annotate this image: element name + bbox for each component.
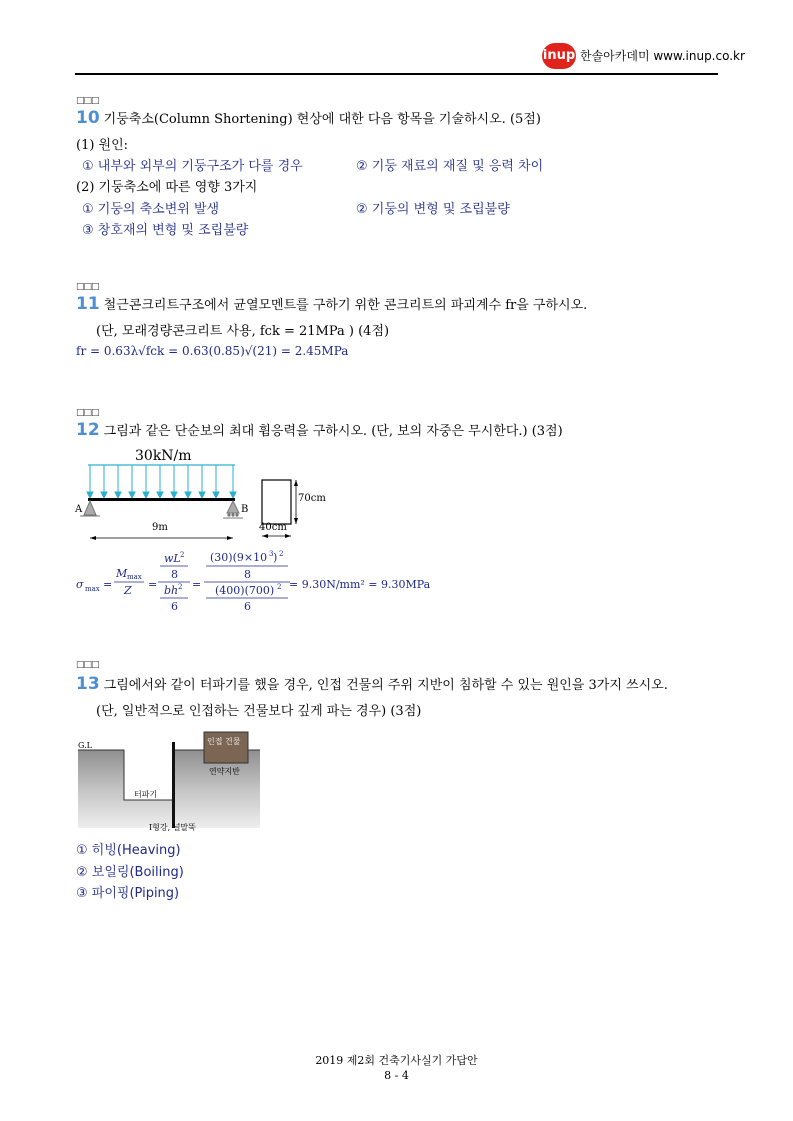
svg-text:2: 2: [178, 583, 183, 591]
svg-text:8: 8: [171, 568, 178, 581]
q13-condition: (단, 일반적으로 인접하는 건물보다 깊게 파는 경우) (3점): [96, 704, 422, 719]
q11-number: 11: [76, 294, 100, 314]
q10-checkboxes: □□□: [76, 96, 99, 106]
q11-answer: fr = 0.63λ√fck = 0.63(0.85)√(21) = 2.45MPa: [76, 344, 349, 358]
beam-diagram: [70, 440, 350, 550]
svg-text:=: =: [192, 578, 202, 591]
soft-ground-label: 연약지반: [209, 767, 240, 776]
svg-text:σ: σ: [76, 578, 84, 591]
q10-sub1-answer1: ① 내부와 외부의 기둥구조가 다를 경우: [82, 159, 303, 174]
svg-text:M: M: [116, 567, 128, 580]
q12-question-line: [76, 420, 563, 440]
svg-text:): ): [273, 551, 278, 564]
q13-answer2: ② 보일링(Boiling): [76, 865, 184, 880]
q11-question-line: [76, 294, 587, 314]
svg-text:8: 8: [244, 568, 251, 581]
sheet-pile: [172, 742, 175, 828]
q11-question: 철근콘크리트구조에서 균열모멘트를 구하기 위한 콘크리트의 파괴계수 fr을 구하시오.: [103, 298, 588, 313]
q10-question-line: [76, 108, 541, 128]
q13-answer1: ① 히빙(Heaving): [76, 843, 181, 858]
q12-formula: [74, 548, 504, 616]
q13-question: 그림에서와 같이 터파기를 했을 경우, 인접 건물의 주위 지반이 침하할 수 있는 원인을 3가지 쓰시오.: [103, 678, 668, 693]
svg-text:6: 6: [171, 600, 178, 613]
pin-support-a: [84, 501, 96, 515]
support-b-label: B: [241, 504, 249, 515]
svg-text:(30)(9×10: (30)(9×10: [210, 551, 268, 564]
q13-question-line: [76, 674, 668, 694]
svg-text:3: 3: [269, 550, 274, 558]
header-site-text: 한솔아카데미 www.inup.co.kr: [580, 49, 745, 63]
q10-sub1: (1) 원인:: [76, 138, 129, 153]
roller-support-b: [227, 501, 239, 513]
svg-text:2: 2: [277, 583, 282, 591]
svg-text:max: max: [85, 585, 100, 593]
beam-section: [262, 480, 291, 524]
q12-number: 12: [76, 420, 100, 440]
svg-text:=: =: [148, 578, 158, 591]
q10-sub2-answer3: ③ 창호재의 변형 및 조립불량: [82, 223, 249, 238]
building-label: 인접 건물: [207, 737, 241, 746]
width-label: 40cm: [259, 522, 287, 533]
q13-checkboxes: □□□: [76, 660, 99, 670]
svg-text:(400)(700): (400)(700): [215, 584, 275, 597]
q11-checkboxes: □□□: [76, 282, 99, 292]
q12-checkboxes: □□□: [76, 408, 99, 418]
q10-question: 기둥축소(Column Shortening) 현상에 대한 다음 항목을 기술하시오. (5점): [103, 112, 541, 127]
q10-number: 10: [76, 108, 100, 128]
excavation-diagram: [74, 730, 264, 834]
svg-text:2: 2: [279, 550, 284, 558]
support-a-label: A: [75, 504, 83, 515]
gl-label: G.L: [78, 741, 92, 750]
q10-sub2-answer2: ② 기둥의 변형 및 조립불량: [356, 202, 510, 217]
header-rule: [75, 73, 718, 75]
svg-text:max: max: [127, 573, 142, 581]
load-label: 30kN/m: [135, 448, 192, 464]
inup-logo: inup: [542, 43, 576, 69]
svg-text:Z: Z: [124, 584, 132, 597]
q12-answer-result: = 9.30N/mm² = 9.30MPa: [289, 578, 431, 591]
svg-text:6: 6: [244, 600, 251, 613]
svg-text:bh: bh: [164, 584, 179, 597]
q10-sub2: (2) 기둥축소에 따른 영향 3가지: [76, 180, 258, 195]
beam: [88, 498, 235, 501]
q13-number: 13: [76, 674, 100, 694]
span-label: 9m: [152, 522, 168, 533]
q10-sub2-answer1: ① 기둥의 축소변위 발생: [82, 202, 220, 217]
left-ground: [78, 750, 174, 828]
q12-question: 그림과 같은 단순보의 최대 휨응력을 구하시오. (단, 보의 자중은 무시한다.) (3점): [103, 424, 563, 439]
footer-page-number: 8 - 4: [384, 1069, 409, 1082]
q11-condition: (단, 모래경량콘크리트 사용, fck = 21MPa ) (4점): [96, 324, 390, 339]
pile-label: I형강, 널말뚝: [149, 823, 196, 832]
q10-sub1-answer2: ② 기둥 재료의 재질 및 응력 차이: [356, 159, 544, 174]
excavation-label: 터파기: [134, 790, 158, 799]
svg-text:2: 2: [180, 551, 185, 559]
svg-text:=: =: [103, 578, 113, 591]
footer-title: 2019 제2회 건축기사실기 가답안: [315, 1054, 478, 1067]
q13-answer3: ③ 파이핑(Piping): [76, 886, 180, 901]
svg-text:wL: wL: [164, 552, 181, 565]
height-label: 70cm: [298, 493, 326, 504]
load-arrows: [87, 465, 236, 498]
